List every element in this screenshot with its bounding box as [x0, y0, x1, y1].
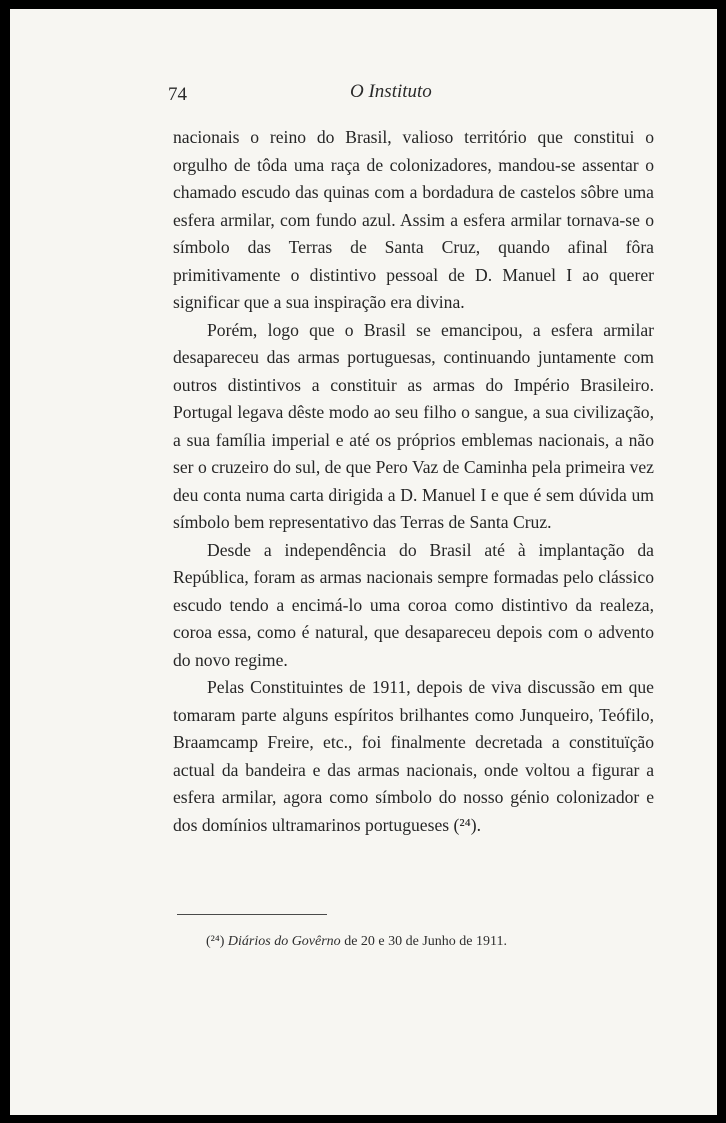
- paragraph-text: Pelas Constituintes de 1911, depois de viva discussão em que tomaram parte alguns espíritos brilhantes como Junqueiro, Teófilo, Braamcamp Freire, etc., foi finalmente decretada a constituïção actual da bandeira e das armas nacionais, onde voltou a figurar a esfera armilar, agora como símbolo do nosso génio colonizador e dos domínios ultramarinos portugueses: [173, 677, 654, 835]
- footnote-reference: (²⁴).: [453, 814, 482, 835]
- footnote: [206, 934, 507, 950]
- paragraph: Desde a independência do Brasil até à implantação da República, foram as armas nacionais sempre formadas pelo clássico escudo tendo a encimá-lo uma coroa como distintivo da realeza, coroa essa, como é natural, que desapareceu depois com o advento do novo regime.: [173, 539, 654, 670]
- footnote-divider: [177, 914, 327, 915]
- running-title: O Instituto: [350, 81, 432, 102]
- paragraph: nacionais o reino do Brasil, valioso território que constitui o orgulho de tôda uma raça de colonizadores, mandou-se assentar o chamado escudo das quinas com a bordadura de castelos sôbre uma esfera armilar, com fundo azul. Assim a esfera armilar tornava-se o símbolo das Terras de Santa Cruz, quando afinal fôra primitivamente o distintivo pessoal de D. Manuel I ao querer significar que a sua inspiração era divina.: [173, 127, 654, 312]
- paragraph-last: [173, 674, 654, 839]
- book-page: [10, 9, 717, 1115]
- paragraph: Porém, logo que o Brasil se emancipou, a esfera armilar desapareceu das armas portuguesas, continuando juntamente com outros distintivos a constituir as armas do Império Brasileiro. Portugal legava dêste modo ao seu filho o sangue, a sua civilização, a sua família imperial e até os próprios emblemas nacionais, a não ser o cruzeiro do sul, de que Pero Vaz de Caminha pela primeira vez deu conta numa carta dirigida a D. Manuel I e que é sem dúvida um símbolo bem representativo das Terras de Santa Cruz.: [173, 319, 654, 532]
- footnote-marker: (²⁴): [206, 934, 225, 949]
- body-text: [173, 124, 654, 839]
- footnote-source: Diários do Govêrno: [227, 934, 341, 949]
- page-number: 74: [168, 84, 187, 105]
- footnote-text: de 20 e 30 de Junho de 1911.: [344, 934, 507, 949]
